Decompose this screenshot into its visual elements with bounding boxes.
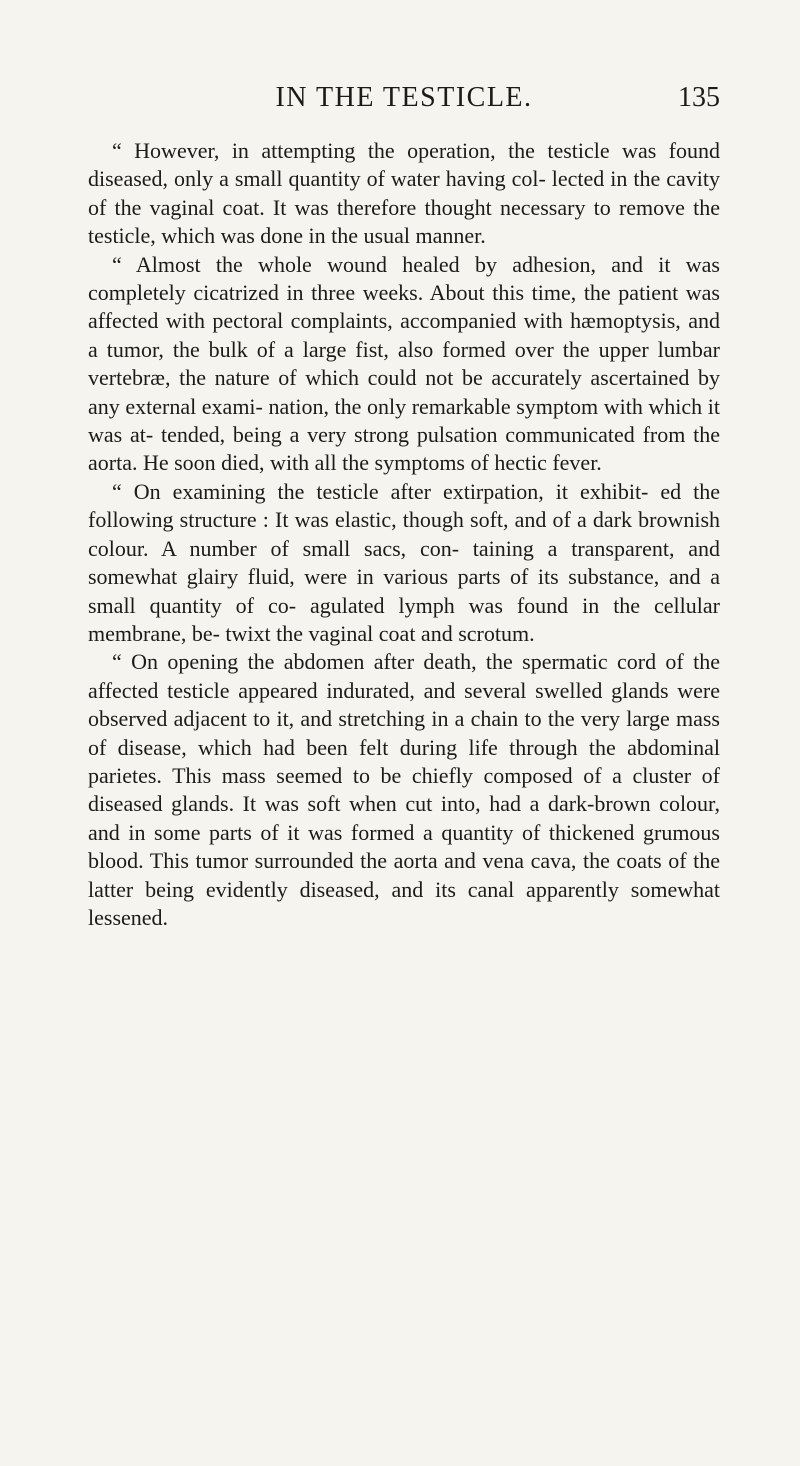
page-number: 135: [678, 82, 720, 113]
running-head: [88, 78, 720, 118]
paragraph-testicle-examination: “ On examining the testicle after extirpation, it exhibit- ed the following structure : It was elastic, though soft, and of a dark brownish colour. A number of small sacs, con- taining a transparent, and somewhat glairy fluid, were in various parts of its substance, and a small quantity of co- agulated lymph was found in the cellular membrane, be- twixt the vaginal coat and scrotum.: [88, 478, 720, 646]
running-title: IN THE TESTICLE.: [275, 82, 533, 113]
paragraph-abdomen-findings: “ On opening the abdomen after death, the spermatic cord of the affected testicle appeared indurated, and several swelled glands were observed adjacent to it, and stretching in a chain to the very large mass of disease, which had been felt during life through the abdominal parietes. This mass seemed to be chiefly composed of a cluster of diseased glands. It was soft when cut into, had a dark-brown colour, and in some parts of it was formed a quantity of thickened grumous blood. This tumor surrounded the aorta and vena cava, the coats of the latter being evidently diseased, and its canal apparently somewhat lessened.: [88, 649, 720, 930]
body-text: [88, 137, 720, 932]
paragraph-healing-and-death: “ Almost the whole wound healed by adhesion, and it was completely cicatrized in three weeks. About this time, the patient was affected with pectoral complaints, accompanied with hæmoptysis, and a tumor, the bulk of a large fist, also formed over the upper lumbar vertebræ, the nature of which could not be accurately ascertained by any external exami- nation, the only remarkable symptom with which it was at- tended, being a very strong pulsation communicated from the aorta. He soon died, with all the symptoms of hectic fever.: [88, 251, 720, 476]
paragraph-operation: “ However, in attempting the operation, the testicle was found diseased, only a small quantity of water having col- lected in the cavity of the vaginal coat. It was therefore thought necessary to remove the testicle, which was done in the usual manner.: [88, 138, 720, 249]
